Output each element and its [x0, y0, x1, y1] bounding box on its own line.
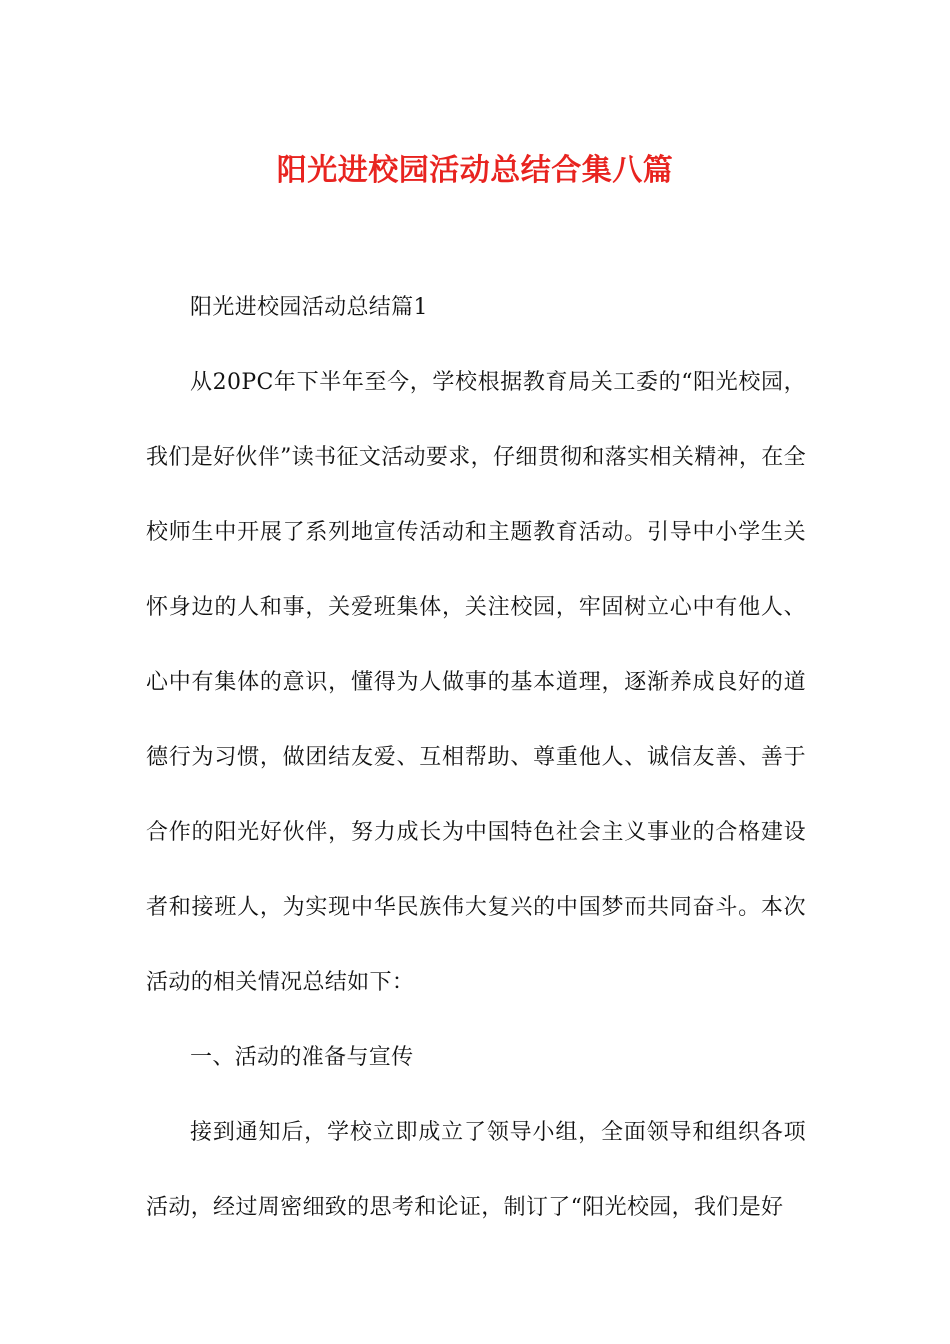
document-body	[146, 270, 806, 1245]
paragraph-preparation: 接到通知后，学校立即成立了领导小组，全面领导和组织各项活动，经过周密细致的思考和论证，制订了“阳光校园，我们是好	[146, 1120, 806, 1220]
paragraph-intro: 从20PC年下半年至今，学校根据教育局关工委的“阳光校园，我们是好伙伴”读书征文活动要求，仔细贯彻和落实相关精神，在全校师生中开展了系列地宣传活动和主题教育活动。引导中小学生关怀身边的人和事，关爱班集体，关注校园，牢固树立心中有他人、心中有集体的意识，懂得为人做事的基本道理，逐渐养成良好的道德行为习惯，做团结友爱、互相帮助、尊重他人、诚信友善、善于合作的阳光好伙伴，努力成长为中国特色社会主义事业的合格建设者和接班人，为实现中华民族伟大复兴的中国梦而共同奋斗。本次活动的相关情况总结如下：	[146, 370, 806, 995]
document-title: 阳光进校园活动总结合集八篇	[276, 153, 674, 188]
section-heading-1: 阳光进校园活动总结篇1	[190, 295, 428, 320]
subsection-heading: 一、活动的准备与宣传	[190, 1045, 414, 1070]
